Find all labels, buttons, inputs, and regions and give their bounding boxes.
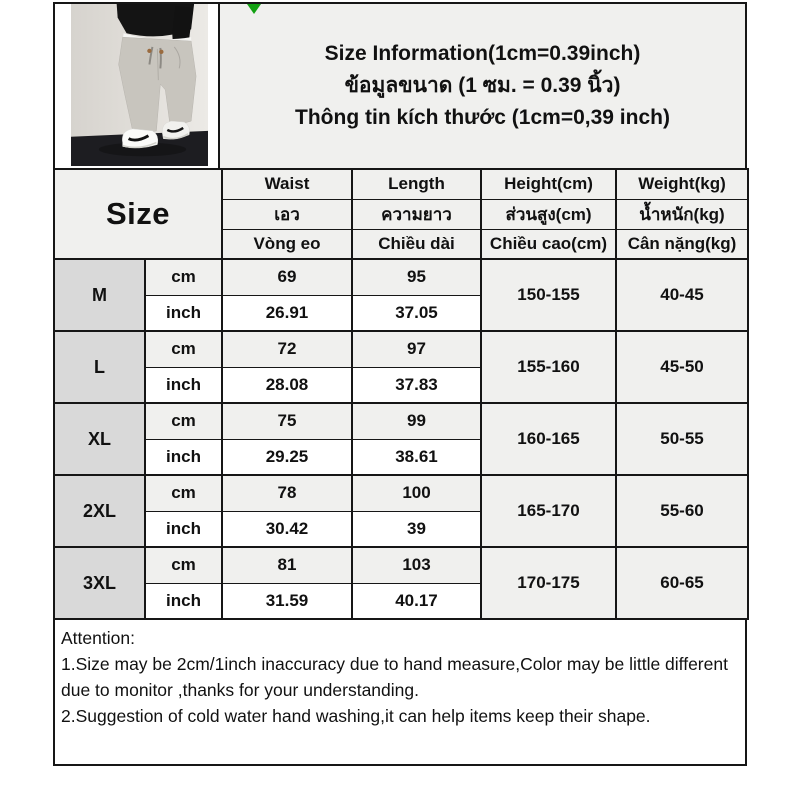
weight-range-xl: 50-55 xyxy=(616,403,748,475)
title-vietnamese: Thông tin kích thước (1cm=0,39 inch) xyxy=(295,106,670,129)
length-inch-m: 37.05 xyxy=(352,295,481,331)
unit-cell-inch: inch xyxy=(145,367,222,403)
size-label-3xl: 3XL xyxy=(54,547,145,619)
col-header-length-vi: Chiều dài xyxy=(352,229,481,259)
weight-range-m: 40-45 xyxy=(616,259,748,331)
waist-inch-l: 28.08 xyxy=(222,367,352,403)
title-english: Size Information(1cm=0.39inch) xyxy=(324,42,641,65)
col-header-weight-en: Weight(kg) xyxy=(616,169,748,199)
title-thai: ข้อมูลขนาด (1 ซม. = 0.39 นิ้ว) xyxy=(344,74,621,97)
waist-inch-3xl: 31.59 xyxy=(222,583,352,619)
table-row-m-cm xyxy=(54,259,748,295)
length-cm-m: 95 xyxy=(352,259,481,295)
length-inch-2xl: 39 xyxy=(352,511,481,547)
height-range-xl: 160-165 xyxy=(481,403,616,475)
top-section xyxy=(53,2,747,170)
col-header-waist-vi: Vòng eo xyxy=(222,229,352,259)
col-header-height-th: ส่วนสูง(cm) xyxy=(481,199,616,229)
table-header xyxy=(54,169,748,259)
length-cm-2xl: 100 xyxy=(352,475,481,511)
table-body xyxy=(54,259,748,619)
col-header-weight-th: น้ำหนัก(kg) xyxy=(616,199,748,229)
waist-cm-xl: 75 xyxy=(222,403,352,439)
waist-inch-2xl: 30.42 xyxy=(222,511,352,547)
weight-range-2xl: 55-60 xyxy=(616,475,748,547)
table-row-2xl-cm xyxy=(54,475,748,511)
height-range-l: 155-160 xyxy=(481,331,616,403)
header-row-english xyxy=(54,169,748,199)
waist-cm-l: 72 xyxy=(222,331,352,367)
unit-cell-cm: cm xyxy=(145,331,222,367)
attention-note-2: 2.Suggestion of cold water hand washing,it can help items keep their shape. xyxy=(61,706,651,726)
drawstring-aglet xyxy=(147,49,151,53)
col-header-length-th: ความยาว xyxy=(352,199,481,229)
length-cm-l: 97 xyxy=(352,331,481,367)
weight-range-l: 45-50 xyxy=(616,331,748,403)
attention-box xyxy=(53,618,747,766)
unit-cell-inch: inch xyxy=(145,511,222,547)
col-header-height-vi: Chiều cao(cm) xyxy=(481,229,616,259)
size-table xyxy=(53,168,749,620)
unit-cell-cm: cm xyxy=(145,403,222,439)
drawstring-aglet xyxy=(159,50,163,54)
product-photo-cell xyxy=(55,4,220,168)
size-label-xl: XL xyxy=(54,403,145,475)
unit-cell-inch: inch xyxy=(145,295,222,331)
waist-inch-m: 26.91 xyxy=(222,295,352,331)
green-corner-marker xyxy=(247,4,261,14)
height-range-m: 150-155 xyxy=(481,259,616,331)
col-header-length-en: Length xyxy=(352,169,481,199)
col-header-waist-th: เอว xyxy=(222,199,352,229)
unit-cell-cm: cm xyxy=(145,475,222,511)
waist-cm-3xl: 81 xyxy=(222,547,352,583)
length-inch-3xl: 40.17 xyxy=(352,583,481,619)
col-header-weight-vi: Cân nặng(kg) xyxy=(616,229,748,259)
content-box xyxy=(53,2,747,766)
table-row-3xl-cm xyxy=(54,547,748,583)
length-cm-xl: 99 xyxy=(352,403,481,439)
length-inch-l: 37.83 xyxy=(352,367,481,403)
size-label-2xl: 2XL xyxy=(54,475,145,547)
waist-cm-2xl: 78 xyxy=(222,475,352,511)
length-inch-xl: 38.61 xyxy=(352,439,481,475)
waist-cm-m: 69 xyxy=(222,259,352,295)
size-label-m: M xyxy=(54,259,145,331)
unit-cell-cm: cm xyxy=(145,259,222,295)
size-header-cell: Size xyxy=(54,169,222,259)
height-range-3xl: 170-175 xyxy=(481,547,616,619)
table-row-xl-cm xyxy=(54,403,748,439)
unit-cell-inch: inch xyxy=(145,583,222,619)
attention-heading: Attention: xyxy=(61,628,135,648)
model-illustration xyxy=(71,4,208,166)
waist-inch-xl: 29.25 xyxy=(222,439,352,475)
size-label-l: L xyxy=(54,331,145,403)
product-photo xyxy=(71,4,208,166)
col-header-height-en: Height(cm) xyxy=(481,169,616,199)
attention-note-1: 1.Size may be 2cm/1inch inaccuracy due to hand measure,Color may be little different due to monitor ,thanks for your understanding. xyxy=(61,654,728,700)
title-cell xyxy=(220,4,745,168)
col-header-waist-en: Waist xyxy=(222,169,352,199)
unit-cell-inch: inch xyxy=(145,439,222,475)
length-cm-3xl: 103 xyxy=(352,547,481,583)
weight-range-3xl: 60-65 xyxy=(616,547,748,619)
height-range-2xl: 165-170 xyxy=(481,475,616,547)
unit-cell-cm: cm xyxy=(145,547,222,583)
table-row-l-cm xyxy=(54,331,748,367)
